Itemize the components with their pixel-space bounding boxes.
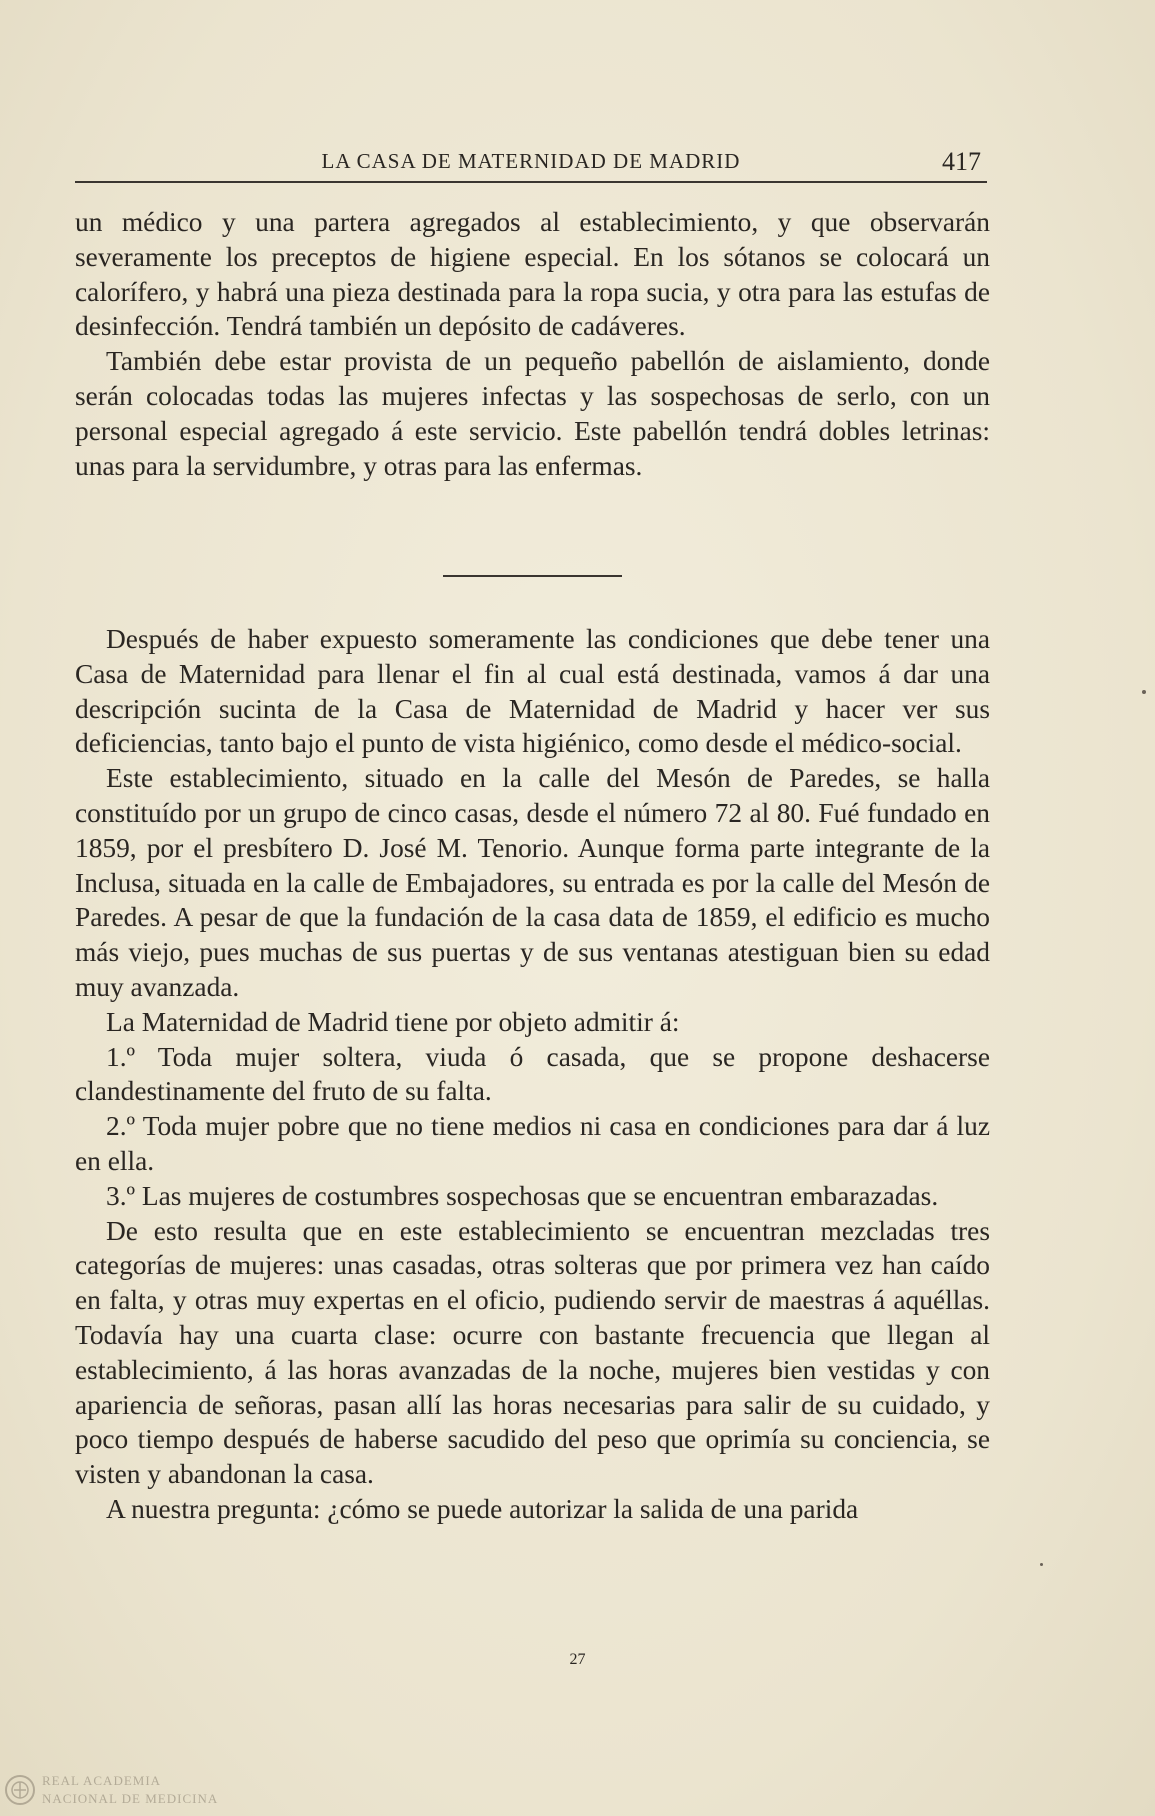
section-divider	[443, 575, 622, 577]
seal-icon	[4, 1773, 36, 1807]
paragraph: Después de haber expuesto someramente las condiciones que debe tener una Casa de Maternidad para llenar el fin al cual está destinada, vamos á dar una descripción sucinta de la Casa de Maternidad de Madrid y hacer ver sus deficiencias, tanto bajo el punto de vista higiénico, como desde el médico-social.	[75, 624, 990, 759]
text-block-main	[75, 622, 990, 1527]
list-item: 1.º Toda mujer soltera, viuda ó casada, que se propone deshacerse clandestinamente del fruto de su falta.	[75, 1041, 990, 1107]
paper-speck	[1142, 690, 1146, 694]
paragraph: También debe estar provista de un pequeño pabellón de aislamiento, donde serán colocadas todas las mujeres infectas y las sospechosas de serlo, con un personal especial agregado á este servicio. Este pabellón tendrá dobles letrinas: unas para la servidumbre, y otras para las enfermas.	[75, 346, 990, 481]
list-item: 2.º Toda mujer pobre que no tiene medios ni casa en condiciones para dar á luz en ella.	[75, 1111, 990, 1176]
paragraph: Este establecimiento, situado en la calle del Mesón de Paredes, se halla constituído por un grupo de cinco casas, desde el número 72 al 80. Fué fundado en 1859, por el presbítero D. José M. Tenorio. Aunque forma parte integrante de la Inclusa, situada en la calle de Embajadores, su entrada es por la calle del Mesón de Paredes. A pesar de que la fundación de la casa data de 1859, el edificio es mucho más viejo, pues muchas de sus puertas y de sus ventanas atestiguan bien su edad muy avanzada.	[75, 763, 990, 1002]
paragraph: La Maternidad de Madrid tiene por objeto admitir á:	[106, 1006, 680, 1037]
signature-mark: 27	[569, 1651, 586, 1668]
paper-speck	[1040, 1563, 1043, 1566]
paragraph: un médico y una partera agregados al establecimiento, y que observarán severamente los preceptos de higiene especial. En los sótanos se colocará un calorífero, y habrá una pieza destinada para la ropa sucia, y otra para las estufas de desinfección. Tendrá también un depósito de cadáveres.	[75, 207, 990, 342]
paragraph: A nuestra pregunta: ¿cómo se puede autorizar la salida de una parida	[106, 1493, 859, 1524]
watermark-line-1: REAL ACADEMIA	[42, 1773, 162, 1788]
watermark-line-2: NACIONAL DE MEDICINA	[42, 1791, 219, 1806]
list-item: 3.º Las mujeres de costumbres sospechosas que se encuentran embarazadas.	[106, 1180, 939, 1211]
paragraph: De esto resulta que en este establecimiento se encuentran mezcladas tres categorías de mujeres: unas casadas, otras solteras que por primera vez han caído en falta, y otras muy expertas en el oficio, pudiendo servir de maestras á aquéllas. Todavía hay una cuarta clase: ocurre con bastante frecuencia que llegan al establecimiento, á las horas avanzadas de la noche, mujeres bien vestidas y con apariencia de señoras, pasan allí las horas necesarias para salir de su cuidado, y poco tiempo después de haberse sacudido del peso que oprimía su conciencia, se visten y abandonan la casa.	[75, 1215, 990, 1490]
text-block-top	[75, 205, 990, 483]
running-title: LA CASA DE MATERNIDAD DE MADRID	[321, 149, 741, 173]
page-header	[75, 145, 987, 183]
library-watermark	[4, 1771, 264, 1811]
page-number: 417	[942, 147, 981, 176]
